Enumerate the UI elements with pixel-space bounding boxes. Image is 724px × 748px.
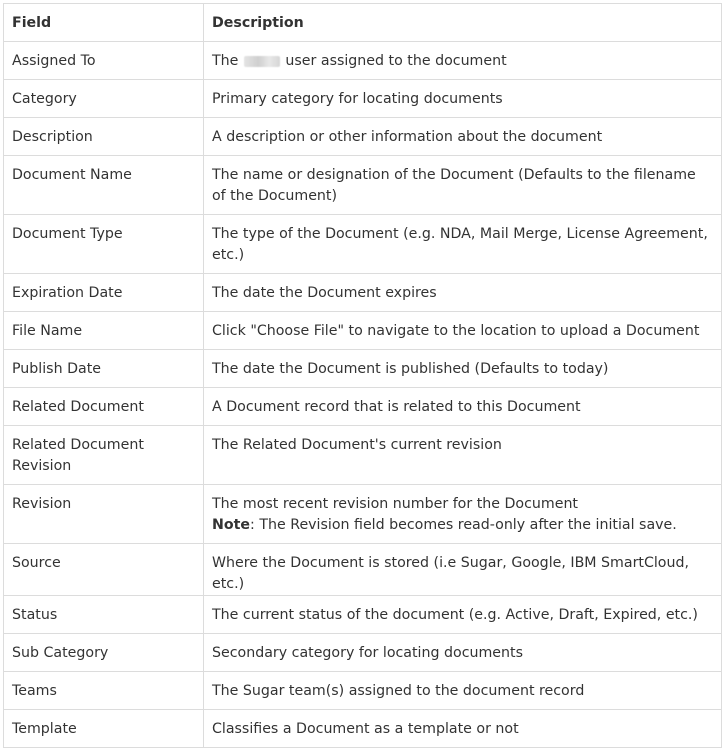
table-row [4,596,722,634]
description-cell: The date the Document is published (Defaults to today) [204,350,722,388]
description-cell: The date the Document expires [204,274,722,312]
table-row [4,544,722,596]
field-cell: Category [4,80,204,118]
description-cell: A description or other information about the document [204,118,722,156]
table-header-row [4,4,722,42]
description-cell: The type of the Document (e.g. NDA, Mail Merge, License Agreement, etc.) [204,215,722,274]
table-row [4,485,722,544]
description-cell: Primary category for locating documents [204,80,722,118]
field-cell: Document Name [4,156,204,215]
table-row [4,710,722,748]
field-cell: Assigned To [4,42,204,80]
field-cell: Expiration Date [4,274,204,312]
table-row [4,156,722,215]
field-cell: File Name [4,312,204,350]
table-row [4,215,722,274]
description-cell [204,42,722,80]
description-cell: The current status of the document (e.g. Active, Draft, Expired, etc.) [204,596,722,634]
field-cell: Status [4,596,204,634]
table-row [4,312,722,350]
description-cell: The name or designation of the Document (Defaults to the filename of the Document) [204,156,722,215]
description-cell: The Sugar team(s) assigned to the document record [204,672,722,710]
field-cell: Publish Date [4,350,204,388]
description-cell: Classifies a Document as a template or not [204,710,722,748]
description-cell: Click "Choose File" to navigate to the location to upload a Document [204,312,722,350]
field-cell: Sub Category [4,634,204,672]
description-text: The most recent revision number for the Document [212,496,578,512]
description-text-start: The [212,53,243,69]
description-cell: The Related Document's current revision [204,426,722,485]
field-cell: Related Document Revision [4,426,204,485]
field-cell: Source [4,544,204,596]
field-cell: Teams [4,672,204,710]
description-cell: A Document record that is related to this Document [204,388,722,426]
table-row [4,118,722,156]
note-text: : The Revision field becomes read-only after the initial save. [250,517,677,533]
field-cell: Related Document [4,388,204,426]
field-description-table [3,3,722,748]
note-label: Note [212,517,251,533]
description-text-end: user assigned to the document [280,53,507,69]
header-field: Field [4,4,204,42]
description-cell: Where the Document is stored (i.e Sugar, Google, IBM SmartCloud, etc.) [204,544,722,596]
field-cell: Document Type [4,215,204,274]
description-cell: Secondary category for locating documents [204,634,722,672]
table-row [4,80,722,118]
table-row [4,42,722,80]
description-cell [204,485,722,544]
table-row [4,672,722,710]
table-row [4,388,722,426]
table-row [4,426,722,485]
redacted-text [244,56,280,67]
field-cell: Template [4,710,204,748]
field-cell: Description [4,118,204,156]
table-row [4,350,722,388]
table-row [4,274,722,312]
table-row [4,634,722,672]
header-description: Description [204,4,722,42]
note-line [212,515,713,536]
field-cell: Revision [4,485,204,544]
